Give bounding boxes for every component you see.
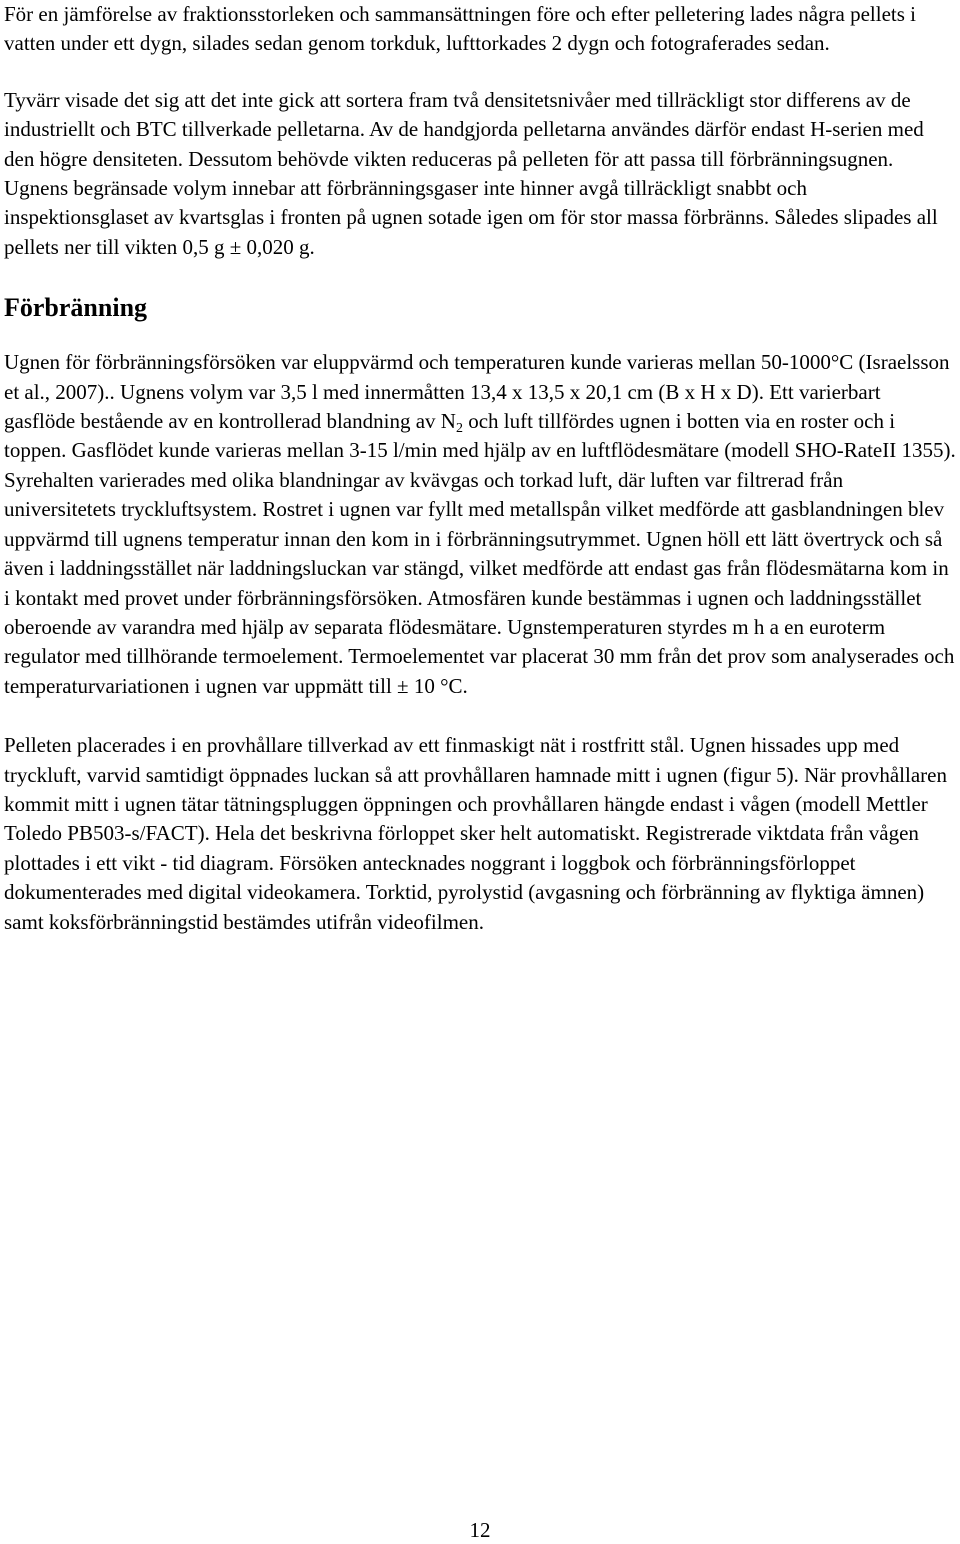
page-number: 12 [469,1518,491,1542]
paragraph-furnace-description [4,348,956,701]
paragraph-fraction-comparison: För en jämförelse av fraktionsstorleken och sammansättningen före och efter pelletering lades några pellets i vatten under ett dygn, silades sedan genom torkduk, lufttorkades 2 dygn och fotograferades sedan. [4,2,917,56]
section-heading-forbranning: Förbränning [4,293,148,323]
paragraph-density-levels: Tyvärr visade det sig att det inte gick att sortera fram två densitetsnivåer med tillräckligt stor differens av de industriellt och BTC tillverkade pelletarna. Av de handgjorda pelletarna användes därför endast H-serien med den högre densiteten. Dessutom behövde vikten reduceras på pelleten för att passa till förbränningsugnen. Ugnens begränsade volym innebar att förbränningsgaser inte hinner avgå tillräckligt snabbt och inspektionsglaset av kvartsglas i fronten på ugnen sotade igen om för stor massa förbränns. Således slipades all pellets ner till vikten 0,5 g ± 0,020 g. [4,87,938,259]
document-page [4,0,956,937]
paragraph-sample-holder: Pelleten placerades i en provhållare tillverkad av ett finmaskigt nät i rostfritt stål. Ugnen hissades upp med tryckluft, varvid samtidigt öppnades luckan så att provhållaren hamnade mitt i ugnen (figur 5). När provhållaren kommit mitt i ugnen tätar tätningspluggen öppningen och provhållaren hängde endast i vågen (modell Mettler Toledo PB503-s/FACT). Hela det beskrivna förloppet sker helt automatiskt. Registrerade viktdata från vågen plottades i ett vikt - tid diagram. Försöken antecknades noggrant i loggbok och förbränningsförloppet dokumenterades med digital videokamera. Torktid, pyrolystid (avgasning och förbränning av flyktiga ämnen) samt koksförbränningstid bestämdes utifrån videofilmen. [4,733,947,934]
nitrogen-subscript: 2 [455,421,463,437]
paragraph-furnace-text-part1: Ugnen för förbränningsförsöken var eluppvärmd och temperaturen kunde varieras mellan 50-1000°C (Israelsson et al., 2007).. Ugnens volym var 3,5 l med innermåtten 13,4 x 13,5 x 20,1 cm (B x H x D). Ett varierbart gasflöde bestående av en kontrollerad blandning av N [4,350,950,434]
paragraph-furnace-text-part2: och luft tillfördes ugnen i botten via en roster och i toppen. Gasflödet kunde varieras mellan 3-15 l/min med hjälp av en luftflödesmätare (modell SHO-RateII 1355). Syrehalten varierades med olika blandningar av kvävgas och torkad luft, där luften var filtrerad från universitetets tryckluftsystem. Rostret i ugnen var fyllt med metallspån vilket medförde att gasblandningen blev uppvärmd till ugnens temperatur innan den kom in i förbränningsutrymmet. Ugnen höll ett lätt övertryck och så även i laddningsstället när laddningsluckan var stängd, vilket medförde att endast gas från flödesmätarna kom in i kontakt med provet under förbränningsförsöken. Atmosfären kunde bestämmas i ugnen och laddningsstället oberoende av varandra med hjälp av separata flödesmätare. Ugnstemperaturen styrdes m h a en euroterm regulator med tillhörande termoelement. Termoelementet var placerat 30 mm från det prov som analyserades och temperaturvariationen i ugnen var uppmätt till ± 10 °C. [4,409,956,698]
